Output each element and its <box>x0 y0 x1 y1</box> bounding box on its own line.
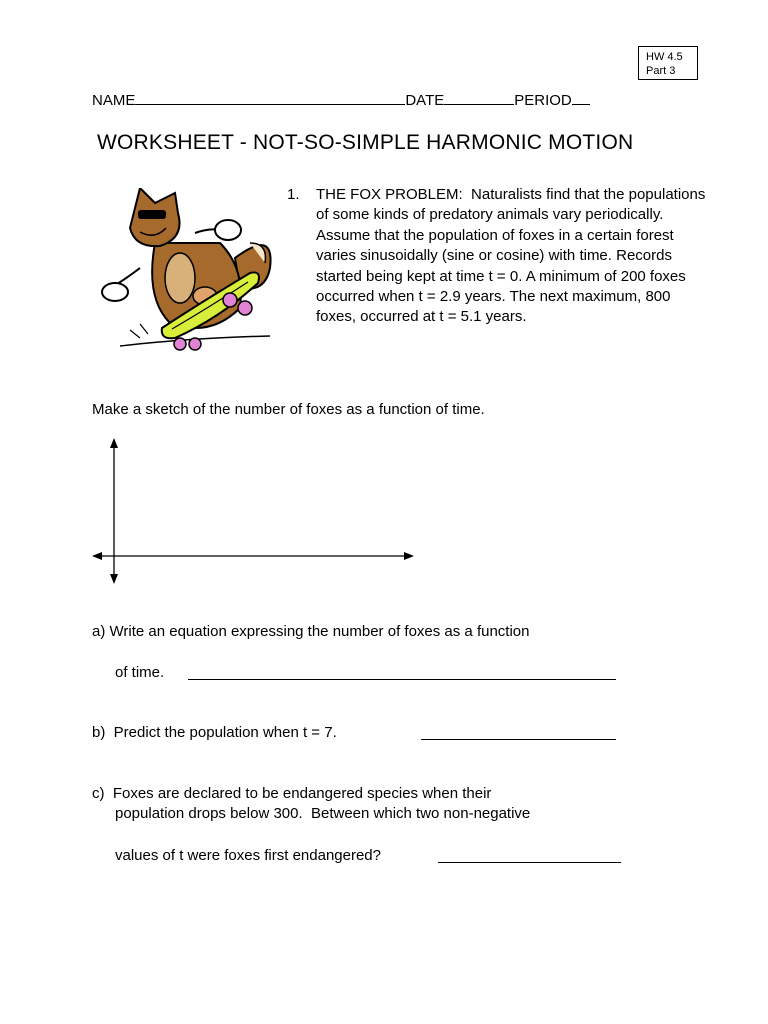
answer-b-blank[interactable] <box>421 725 616 740</box>
name-label: NAME <box>92 92 136 109</box>
question-c-line2: population drops below 300. Between which two non-negative <box>115 805 531 822</box>
x-axis-arrow-right-icon <box>404 552 414 560</box>
problem-text: Naturalists find that the populations of some kinds of predatory animals vary periodically. Assume that the population of foxes in a certain forest varies sinusoidally (sine or cosine) with time. Records started being kept at time t = 0. A minimum of 200 foxes occurred when t = 2.9 years. The next maximum, 800 foxes, occurred at t = 5.1 years. <box>316 186 706 326</box>
sketch-prompt: Make a sketch of the number of foxes as a function of time. <box>92 401 485 418</box>
hw-badge <box>638 46 698 80</box>
worksheet-title: WORKSHEET - NOT-SO-SIMPLE HARMONIC MOTION <box>97 131 634 154</box>
date-label: DATE <box>405 92 445 109</box>
problem-number: 1. <box>287 186 300 203</box>
x-axis-arrow-left-icon <box>92 552 102 560</box>
question-c-line1: c) Foxes are declared to be endangered species when their <box>92 785 492 802</box>
y-axis-arrow-down-icon <box>110 574 118 584</box>
hw-badge-number: HW 4.5 <box>646 51 683 63</box>
y-axis-arrow-up-icon <box>110 438 118 448</box>
date-blank[interactable] <box>444 90 514 105</box>
sketch-axes[interactable] <box>90 436 416 586</box>
question-a-line2: of time. <box>115 664 165 681</box>
period-blank[interactable] <box>572 90 590 105</box>
answer-a-blank[interactable] <box>188 665 616 680</box>
skateboarding-fox-icon <box>100 188 280 358</box>
fox-problem <box>287 185 707 328</box>
student-info-line <box>92 90 590 109</box>
question-c-line3: values of t were foxes first endangered? <box>115 847 381 864</box>
hw-badge-part: Part 3 <box>646 65 676 77</box>
period-label: PERIOD <box>514 92 572 109</box>
question-a-line1: a) Write an equation expressing the number of foxes as a function <box>92 623 530 640</box>
problem-heading: THE FOX PROBLEM: <box>316 186 463 203</box>
name-blank[interactable] <box>135 90 405 105</box>
question-b: b) Predict the population when t = 7. <box>92 724 337 741</box>
answer-c-blank[interactable] <box>438 848 621 863</box>
